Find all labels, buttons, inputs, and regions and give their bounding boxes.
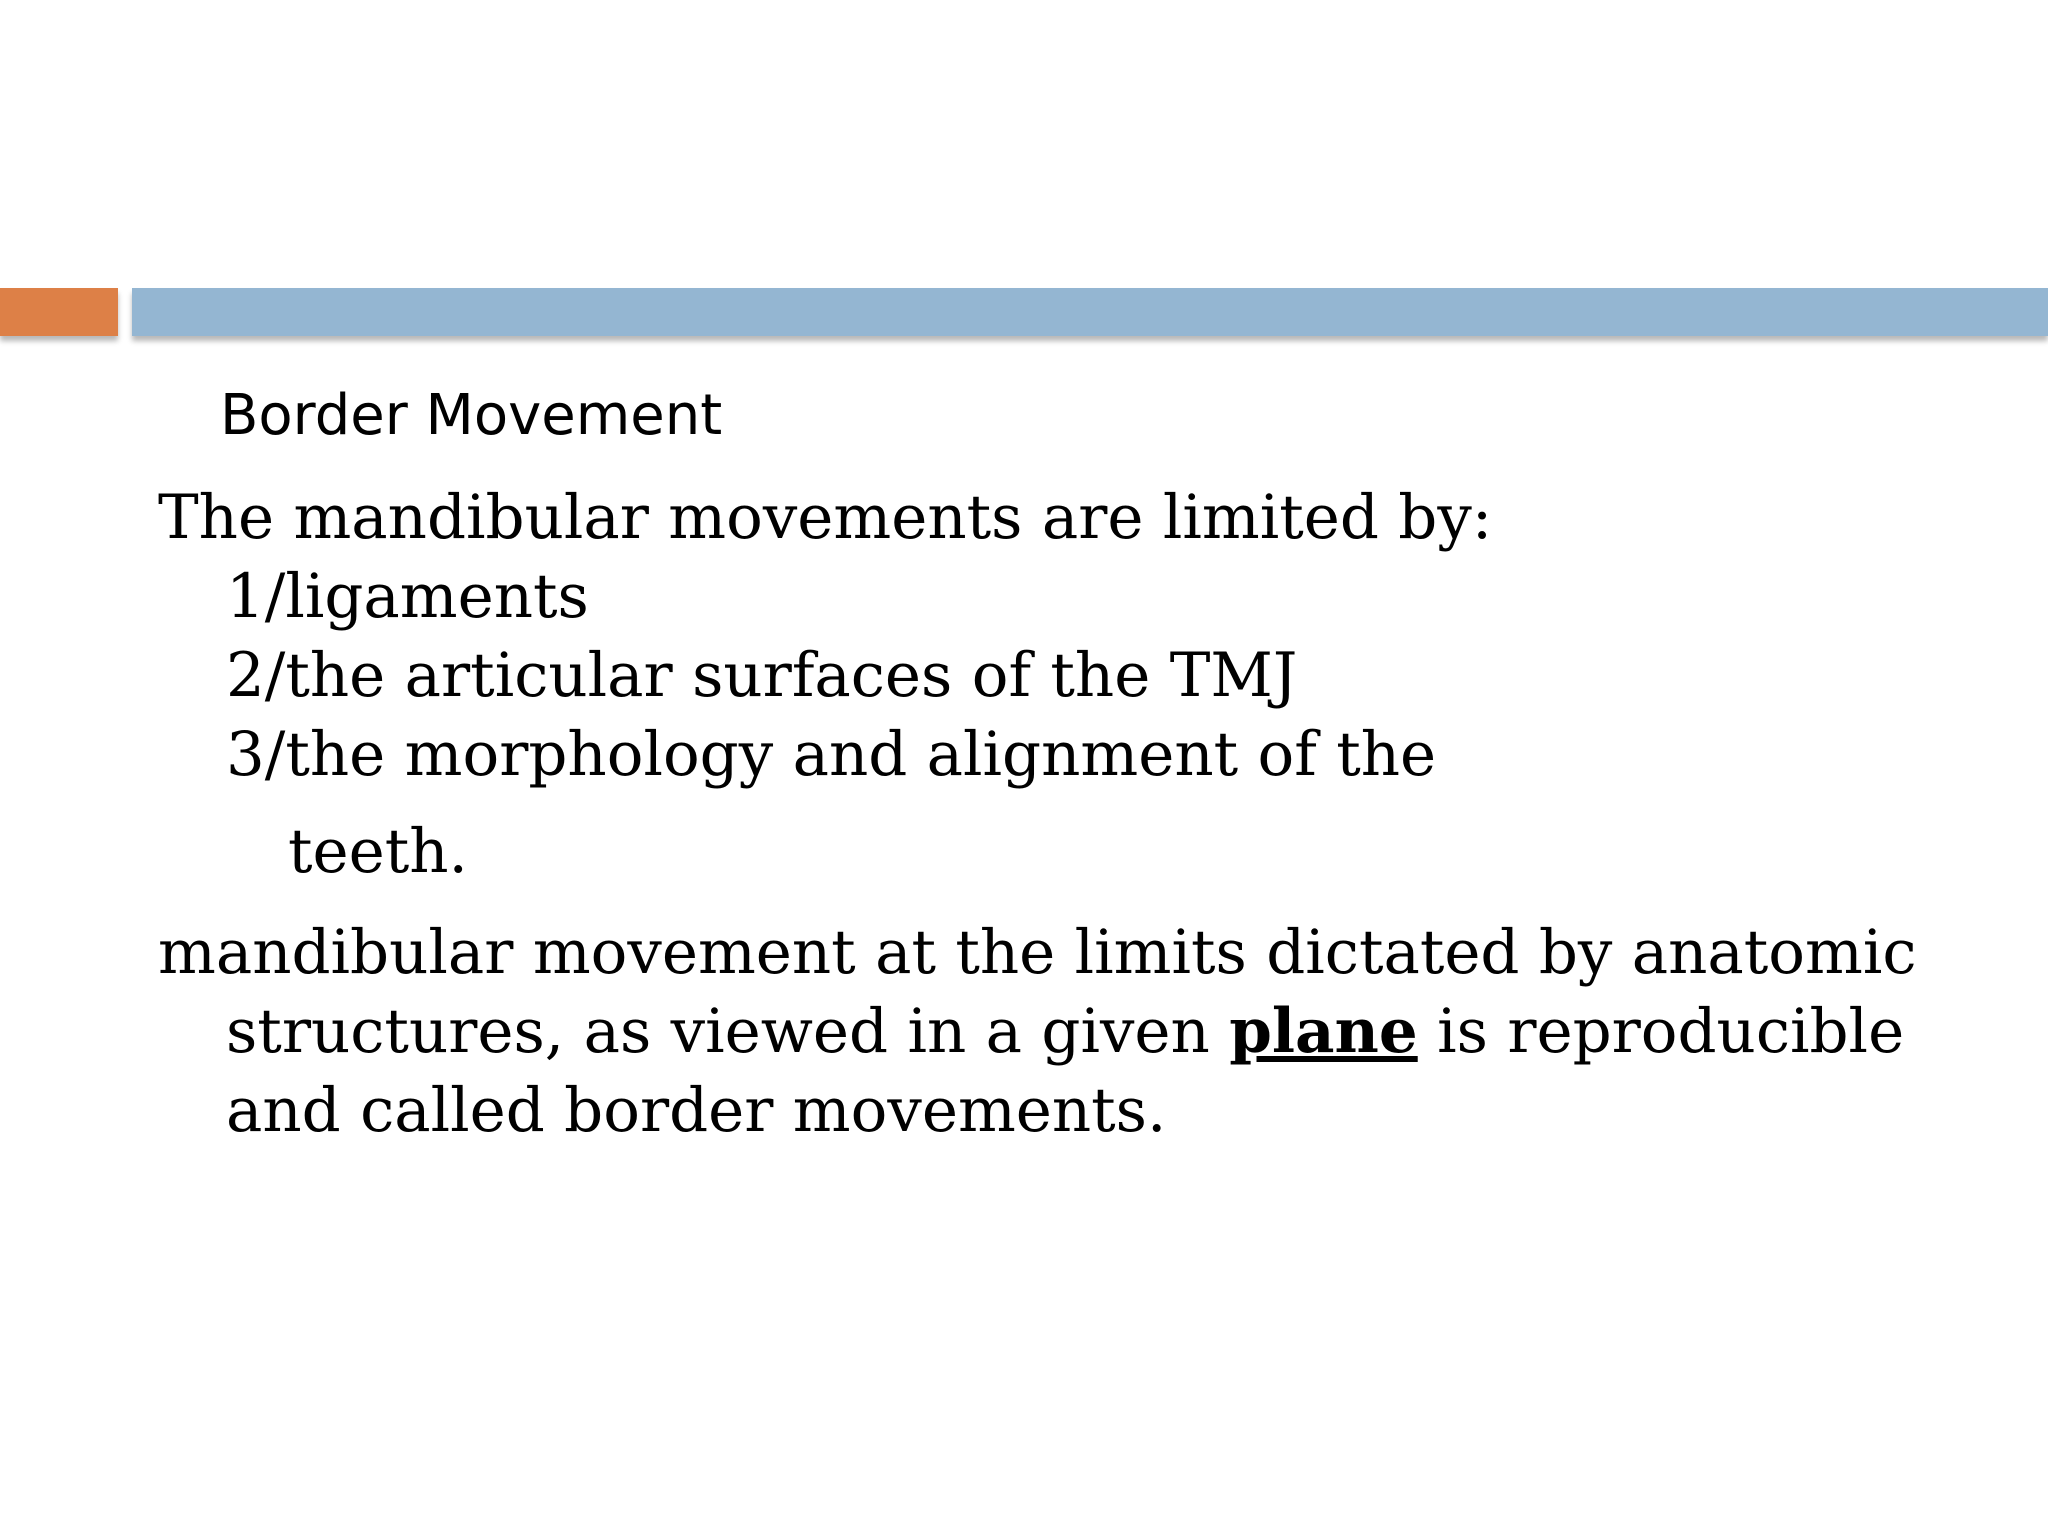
definition-before: mandibular movement at the limits dictated by anatomic structures, as viewed in a given [158,917,1917,1067]
list-item: 2/the articular surfaces of the TMJ [226,640,1298,711]
definition-after: is reproducible and called border movements. [226,996,1905,1146]
list-item: 1/ligaments [226,561,589,632]
list-item: 3/the morphology and alignment of the [226,719,1437,790]
accent-bar-orange [0,288,118,336]
intro-text: The mandibular movements are limited by: [158,482,1493,553]
definition-emphasis: plane [1229,996,1418,1067]
definition-text [158,913,1978,1150]
list-item-continuation: teeth. [288,816,468,887]
slide-title: Border Movement [220,383,723,448]
accent-bar-blue [132,288,2048,336]
slide-body [158,478,1978,1150]
